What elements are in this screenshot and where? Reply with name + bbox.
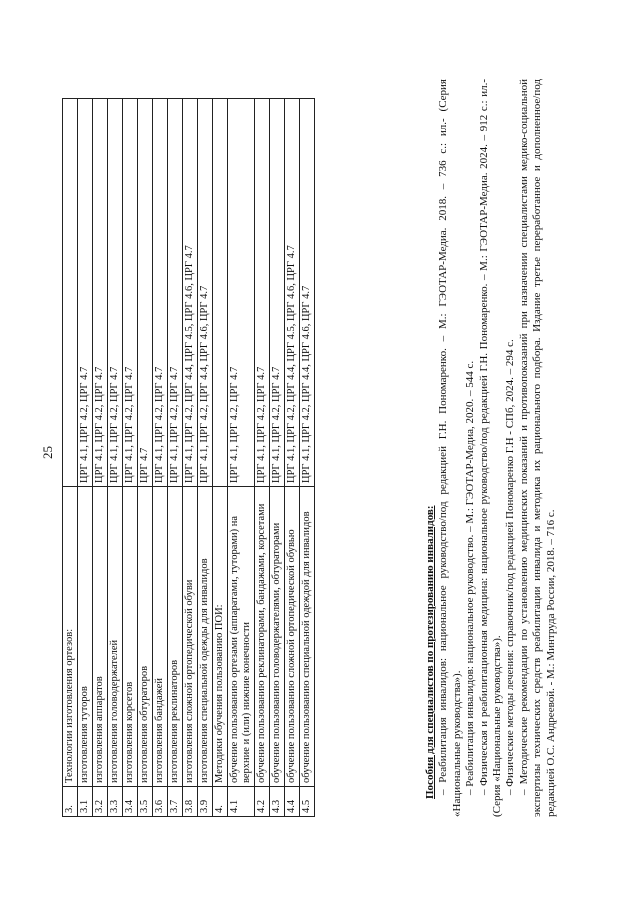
row-number: 3.9 (198, 787, 213, 817)
row-codes: ЦРГ 4.1, ЦРГ 4.2, ЦРГ 4.7 (153, 99, 168, 487)
table-row (270, 99, 285, 817)
row-number: 3.8 (183, 787, 198, 817)
manual-item: – Методические рекомендации по установлению медицинских показаний и противопоказаний при назначении специалистами медико-социальной экспертизы технических средств реабилитации инвалида и методика их рационального подбора. Издание третье переработанное и дополненное/под редакцией О.С. Андреевой. - М.: Минтруда России, 2018. – 716 с. (517, 79, 557, 817)
row-name: обучение пользованию головодержателями, обтураторами (270, 487, 285, 787)
row-name: Методики обучения пользованию ПОИ: (213, 487, 228, 787)
row-codes: ЦРГ 4.1, ЦРГ 4.2, ЦРГ 4.4, ЦРГ 4.5, ЦРГ 4.6, ЦРГ 4.7 (183, 99, 198, 487)
row-name: изготовления реклинаторов (168, 487, 183, 787)
table-row (78, 99, 93, 817)
row-number: 4. (213, 787, 228, 817)
row-codes: ЦРГ 4.1, ЦРГ 4.2, ЦРГ 4.4, ЦРГ 4.6, ЦРГ 4.7 (198, 99, 213, 487)
row-number: 4.2 (255, 787, 270, 817)
row-codes: ЦРГ 4.1, ЦРГ 4.2, ЦРГ 4.7 (168, 99, 183, 487)
table-row (198, 99, 213, 817)
table-row (285, 99, 300, 817)
page-number: 25 (40, 446, 55, 459)
row-name: изготовления сложной ортопедической обуви (183, 487, 198, 787)
row-number: 3.6 (153, 787, 168, 817)
row-number: 4.1 (228, 787, 255, 817)
row-number: 3.5 (138, 787, 153, 817)
manuals-heading: Пособия для специалистов по протезированию инвалидов: (424, 505, 436, 799)
manual-item: – Физические методы лечения: справочник/под редакцией Пономаренко Г.Н - СПб, 2024. – 294 с. (504, 339, 517, 795)
table-row (183, 99, 198, 817)
table-row (63, 99, 78, 817)
table-row (228, 99, 255, 817)
row-number: 3. (63, 787, 78, 817)
row-codes: ЦРГ 4.1, ЦРГ 4.2, ЦРГ 4.7 (228, 99, 255, 487)
row-name: обучение пользованию ортезами (аппаратами, туторами) на верхние и (или) нижние конечности (228, 487, 255, 787)
row-codes: ЦРГ 4.1, ЦРГ 4.2, ЦРГ 4.7 (270, 99, 285, 487)
row-name: обучение пользованию специальной одеждой для инвалидов (300, 487, 315, 787)
row-name: изготовления специальной одежды для инвалидов (198, 487, 213, 787)
row-name: Технологии изготовления ортезов: (63, 487, 78, 787)
row-codes (63, 99, 78, 487)
table-row (108, 99, 123, 817)
row-name: изготовления корсетов (123, 487, 138, 787)
row-codes: ЦРГ 4.1, ЦРГ 4.2, ЦРГ 4.7 (78, 99, 93, 487)
table-row (168, 99, 183, 817)
manual-item: – Физическая и реабилитационная медицина: национальное руководство/под редакцией Г.Н. Пономаренко. – М.: ГЭОТАР-Медиа. 2024. – 912 с.: ил.- (Серия «Национальные руководства»). (477, 79, 504, 817)
row-number: 3.4 (123, 787, 138, 817)
row-codes: ЦРГ 4.1, ЦРГ 4.2, ЦРГ 4.7 (123, 99, 138, 487)
manual-item: – Реабилитация инвалидов: национальное руководство. – М.: ГЭОТАР-Медиа, 2020. – 544 с. (464, 360, 477, 795)
row-name: изготовления обтураторов (138, 487, 153, 787)
row-codes: ЦРГ 4.1, ЦРГ 4.2, ЦРГ 4.4, ЦРГ 4.6, ЦРГ 4.7 (300, 99, 315, 487)
manuals-section (424, 79, 558, 817)
table-row (213, 99, 228, 817)
table-row (255, 99, 270, 817)
row-codes: ЦРГ 4.1, ЦРГ 4.2, ЦРГ 4.7 (93, 99, 108, 487)
row-codes: ЦРГ 4.1, ЦРГ 4.2, ЦРГ 4.4, ЦРГ 4.5, ЦРГ 4.6, ЦРГ 4.7 (285, 99, 300, 487)
row-number: 3.3 (108, 787, 123, 817)
row-number: 4.5 (300, 787, 315, 817)
row-number: 4.3 (270, 787, 285, 817)
row-name: обучение пользованию реклинаторами, бандажами, корсетами (255, 487, 270, 787)
table-row (138, 99, 153, 817)
row-codes: ЦРГ 4.7 (138, 99, 153, 487)
row-name: изготовления туторов (78, 487, 93, 787)
row-name: изготовления бандажей (153, 487, 168, 787)
table-row (123, 99, 138, 817)
row-number: 3.2 (93, 787, 108, 817)
row-number: 3.7 (168, 787, 183, 817)
technology-table (62, 98, 315, 817)
table-row (300, 99, 315, 817)
row-number: 4.4 (285, 787, 300, 817)
row-codes: ЦРГ 4.1, ЦРГ 4.2, ЦРГ 4.7 (255, 99, 270, 487)
manual-item: – Реабилитация инвалидов: национальное руководство/под редакцией Г.Н. Пономаренко. – М.: ГЭОТАР-Медиа. 2018. – 736 с.: ил.- (Серия «Национальные руководства»). (437, 79, 463, 817)
row-number: 3.1 (78, 787, 93, 817)
row-name: изготовления головодержателей (108, 487, 123, 787)
row-name: изготовления аппаратов (93, 487, 108, 787)
table-row (153, 99, 168, 817)
row-codes: ЦРГ 4.1, ЦРГ 4.2, ЦРГ 4.7 (108, 99, 123, 487)
row-codes (213, 99, 228, 487)
table-row (93, 99, 108, 817)
row-name: обучение пользованию сложной ортопедической обувью (285, 487, 300, 787)
